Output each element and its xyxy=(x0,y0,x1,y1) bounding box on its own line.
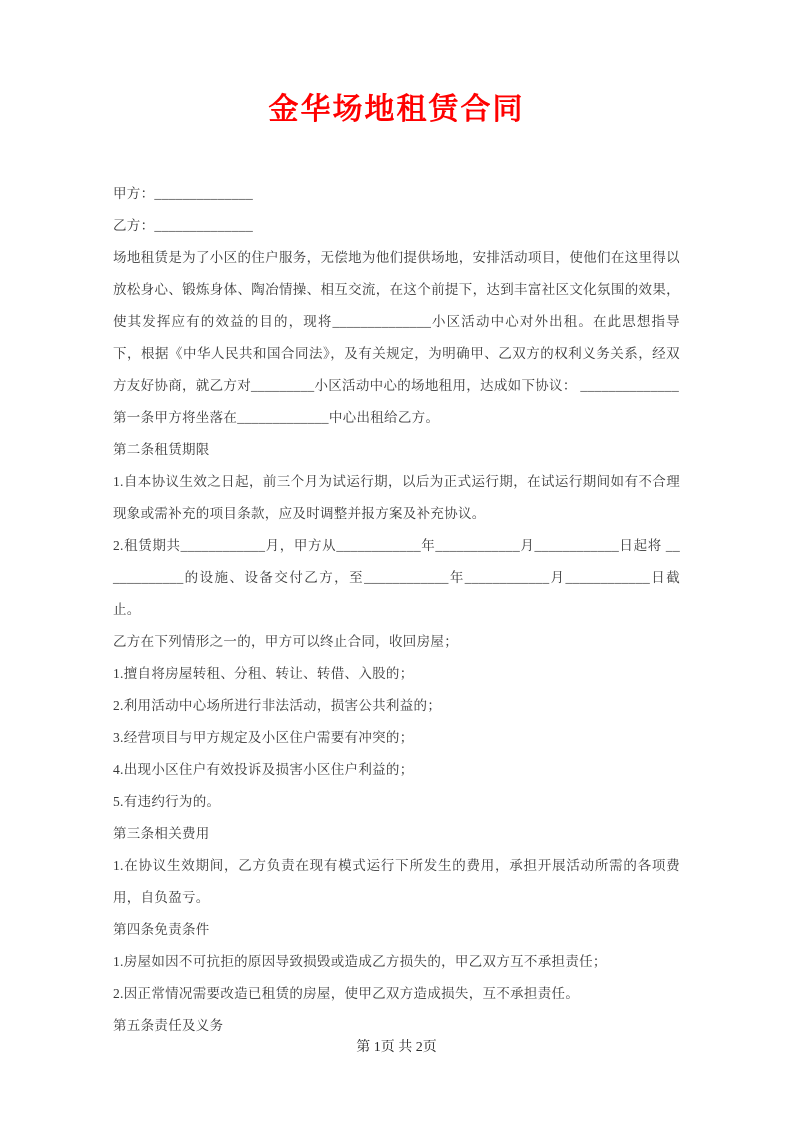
termination-item-1: 1.擅自将房屋转租、分租、转让、转借、入股的； xyxy=(113,666,414,681)
contract-body xyxy=(113,178,680,1042)
clause-4-item-1: 1.房屋如因不可抗拒的原因导致损毁或造成乙方损失的，甲乙双方互不承担责任； xyxy=(113,954,607,969)
termination-item-5: 5.有违约行为的。 xyxy=(113,794,221,809)
clause-2-item-1: 1.自本协议生效之日起，前三个月为试运行期，以后为正式运行期，在试运行期间如有不合理现象或需补充的项目条款，应及时调整并报方案及补充协议。 xyxy=(113,474,680,521)
page-number-footer: 第 1页 共 2页 xyxy=(356,1040,437,1055)
clause-3-heading: 第三条相关费用 xyxy=(113,826,210,841)
clause-2-heading: 第二条租赁期限 xyxy=(113,442,210,457)
termination-item-2: 2.利用活动中心场所进行非法活动，损害公共利益的； xyxy=(113,698,442,713)
document-title: 金华场地租赁合同 xyxy=(268,93,525,126)
preamble: 场地租赁是为了小区的住户服务，无偿地为他们提供场地，安排活动项目，使他们在这里得以放松身心、锻炼身体、陶冶情操、相互交流，在这个前提下，达到丰富社区文化氛围的效果，使其发挥应有的效益的目的，现将______________小区活动中心对外出租。在此思想指导下，根据《中华人民共和国合同法》，及有关规定，为明确甲、乙双方的权利义务关系，经双方友好协商，就乙方对_________小区活动中心的场地租用，达成如下协议： ______________ xyxy=(113,250,680,393)
clause-1: 第一条甲方将坐落在_____________中心出租给乙方。 xyxy=(113,410,440,425)
clause-3-item-1: 1.在协议生效期间，乙方负责在现有模式运行下所发生的费用，承担开展活动所需的各项费用，自负盈亏。 xyxy=(113,858,680,905)
clause-4-item-2: 2.因正常情况需要改造已租赁的房屋，使甲乙双方造成损失，互不承担责任。 xyxy=(113,986,580,1001)
party-a-line: 甲方：______________ xyxy=(113,186,254,201)
clause-2-item-2: 2.租赁期共____________月，甲方从____________年____________月____________日起将 ____________的设施、设备交付乙方，至____________年____________月____________日截止。 xyxy=(113,538,680,617)
party-b-line: 乙方：______________ xyxy=(113,218,254,233)
clause-4-heading: 第四条免责条件 xyxy=(113,922,210,937)
termination-item-3: 3.经营项目与甲方规定及小区住户需要有冲突的； xyxy=(113,730,414,745)
termination-item-4: 4.出现小区住户有效投诉及损害小区住户利益的； xyxy=(113,762,414,777)
clause-5-heading: 第五条责任及义务 xyxy=(113,1018,224,1033)
termination-intro: 乙方在下列情形之一的，甲方可以终止合同，收回房屋； xyxy=(113,634,458,649)
